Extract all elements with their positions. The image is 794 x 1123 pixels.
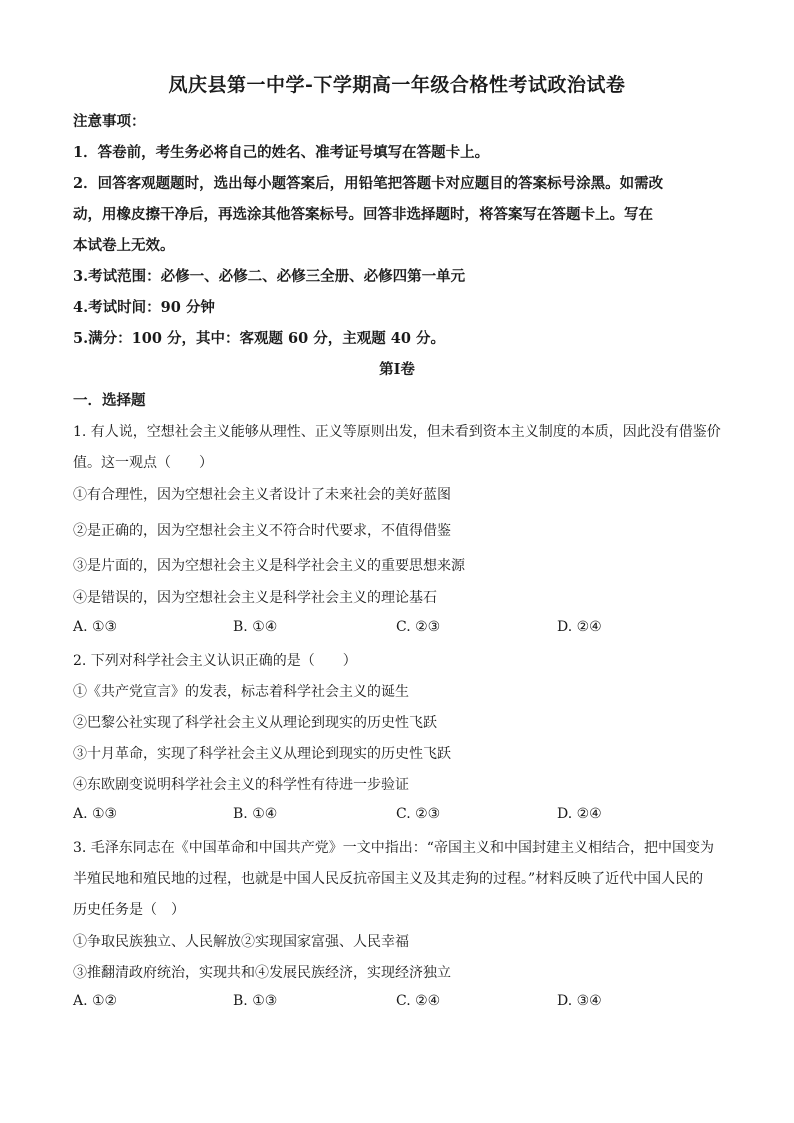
volume-heading: 第Ⅰ卷 — [379, 361, 415, 378]
notice-item-3: 3.考试范围：必修一、必修二、必修三全册、必修四第一单元 — [73, 268, 466, 285]
notice-item-2-line-2: 动，用橡皮擦干净后，再选涂其他答案标号。回答非选择题时，将答案写在答题卡上。写在 — [73, 206, 653, 223]
q2-option-c[interactable]: C. ②③ — [396, 806, 441, 822]
notice-heading: 注意事项： — [73, 113, 146, 130]
exam-title: 凤庆县第一中学-下学期高一年级合格性考试政治试卷 — [168, 74, 626, 96]
q3-statements-3-4: ③推翻清政府统治，实现共和④发展民族经济，实现经济独立 — [73, 965, 451, 981]
q2-option-a[interactable]: A. ①③ — [73, 806, 118, 822]
q2-option-d[interactable]: D. ②④ — [557, 806, 602, 822]
notice-item-1: 1．答卷前，考生务必将自己的姓名、准考证号填写在答题卡上。 — [73, 144, 490, 161]
q1-statement-2: ②是正确的，因为空想社会主义不符合时代要求，不值得借鉴 — [73, 523, 451, 539]
q2-statement-2: ②巴黎公社实现了科学社会主义从理论到现实的历史性飞跃 — [73, 715, 437, 731]
notice-item-4: 4.考试时间：90 分钟 — [73, 299, 215, 316]
q3-stem-line-3: 历史任务是（ ） — [73, 902, 185, 918]
q1-statement-1: ①有合理性，因为空想社会主义者设计了未来社会的美好蓝图 — [73, 487, 451, 503]
q2-statement-3: ③十月革命，实现了科学社会主义从理论到现实的历史性飞跃 — [73, 746, 451, 762]
q3-stem-line-1: 3. 毛泽东同志在《中国革命和中国共产党》一文中指出：“帝国主义和中国封建主义相结合，把中国变为 — [73, 840, 714, 856]
q1-statement-3: ③是片面的，因为空想社会主义是科学社会主义的重要思想来源 — [73, 558, 465, 574]
q3-stem-line-2: 半殖民地和殖民地的过程，也就是中国人民反抗帝国主义及其走狗的过程。”材料反映了近代中国人民的 — [73, 871, 704, 887]
notice-item-2-line-1: 2．回答客观题题时，选出每小题答案后，用铅笔把答题卡对应题目的答案标号涂黑。如需改 — [73, 175, 664, 192]
q2-option-b[interactable]: B. ①④ — [233, 806, 278, 822]
notice-item-2-line-3: 本试卷上无效。 — [73, 237, 175, 254]
q3-option-c[interactable]: C. ②④ — [396, 993, 441, 1009]
q1-option-c[interactable]: C. ②③ — [396, 619, 441, 635]
q3-option-a[interactable]: A. ①② — [73, 993, 118, 1009]
section-heading: 一．选择题 — [73, 392, 146, 409]
q1-option-b[interactable]: B. ①④ — [233, 619, 278, 635]
q3-option-d[interactable]: D. ③④ — [557, 993, 602, 1009]
q2-statement-4: ④东欧剧变说明科学社会主义的科学性有待进一步验证 — [73, 777, 409, 793]
q1-option-a[interactable]: A. ①③ — [73, 619, 118, 635]
q1-stem-line-2: 值。这一观点（ ） — [73, 455, 213, 471]
q3-option-b[interactable]: B. ①③ — [233, 993, 278, 1009]
q2-statement-1: ①《共产党宣言》的发表，标志着科学社会主义的诞生 — [73, 684, 409, 700]
q1-option-d[interactable]: D. ②④ — [557, 619, 602, 635]
q1-statement-4: ④是错误的，因为空想社会主义是科学社会主义的理论基石 — [73, 590, 437, 606]
q3-statements-1-2: ①争取民族独立、人民解放②实现国家富强、人民幸福 — [73, 934, 409, 950]
q2-stem: 2. 下列对科学社会主义认识正确的是（ ） — [73, 653, 357, 669]
q1-stem-line-1: 1. 有人说，空想社会主义能够从理性、正义等原则出发，但未看到资本主义制度的本质，因此没有借鉴价 — [73, 424, 721, 440]
notice-item-5: 5.满分：100 分，其中：客观题 60 分，主观题 40 分。 — [73, 330, 445, 347]
